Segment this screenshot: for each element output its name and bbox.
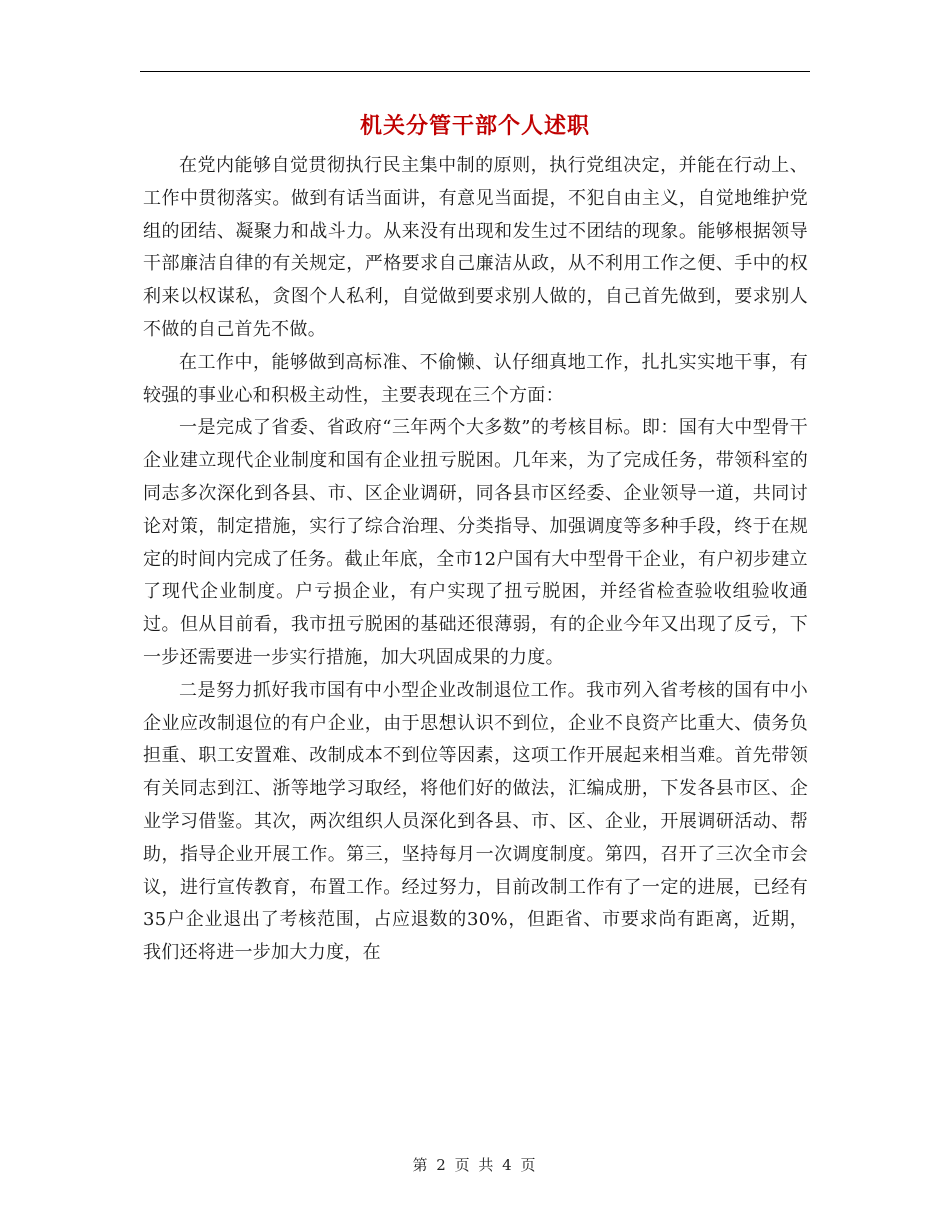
- header-rule: [140, 71, 810, 72]
- paragraph: 一是完成了省委、省政府“三年两个大多数”的考核目标。即：国有大中型骨干企业建立现代企业制度和国有企业扭亏脱困。几年来，为了完成任务，带领科室的同志多次深化到各县、市、区企业调研，同各县市区经委、企业领导一道，共同讨论对策，制定措施，实行了综合治理、分类指导、加强调度等多种手段，终于在规定的时间内完成了任务。截止年底，全市12户国有大中型骨干企业，有户初步建立了现代企业制度。户亏损企业，有户实现了扭亏脱困，并经省检查验收组验收通过。但从目前看，我市扭亏脱困的基础还很薄弱，有的企业今年又出现了反亏，下一步还需要进一步实行措施，加大巩固成果的力度。: [143, 417, 808, 668]
- paragraph: 在工作中，能够做到高标准、不偷懒、认仔细真地工作，扎扎实实地干事，有较强的事业心和积极主动性，主要表现在三个方面：: [143, 351, 808, 406]
- document-body: [143, 150, 808, 970]
- page-number-footer: 第 2 页 共 4 页: [412, 1156, 538, 1174]
- document-title: 机关分管干部个人述职: [359, 113, 590, 139]
- paragraph: 二是努力抓好我市国有中小型企业改制退位工作。我市列入省考核的国有中小企业应改制退位的有户企业，由于思想认识不到位，企业不良资产比重大、债务负担重、职工安置难、改制成本不到位等因素，这项工作开展起来相当难。首先带领有关同志到江、浙等地学习取经，将他们好的做法，汇编成册，下发各县市区、企业学习借鉴。其次，两次组织人员深化到各县、市、区、企业，开展调研活动、帮助，指导企业开展工作。第三，坚持每月一次调度制度。第四，召开了三次全市会议，进行宣传教育，布置工作。经过努力，目前改制工作有了一定的进展，已经有35户企业退出了考核范围，占应退数的30%，但距省、市要求尚有距离，近期，我们还将进一步加大力度，在: [143, 679, 808, 964]
- paragraph: 在党内能够自觉贯彻执行民主集中制的原则，执行党组决定，并能在行动上、工作中贯彻落实。做到有话当面讲，有意见当面提，不犯自由主义，自觉地维护党组的团结、凝聚力和战斗力。从来没有出现和发生过不团结的现象。能够根据领导干部廉洁自律的有关规定，严格要求自己廉洁从政，从不利用工作之便、手中的权利来以权谋私，贪图个人私利，自觉做到要求别人做的，自己首先做到，要求别人不做的自己首先不做。: [143, 155, 808, 340]
